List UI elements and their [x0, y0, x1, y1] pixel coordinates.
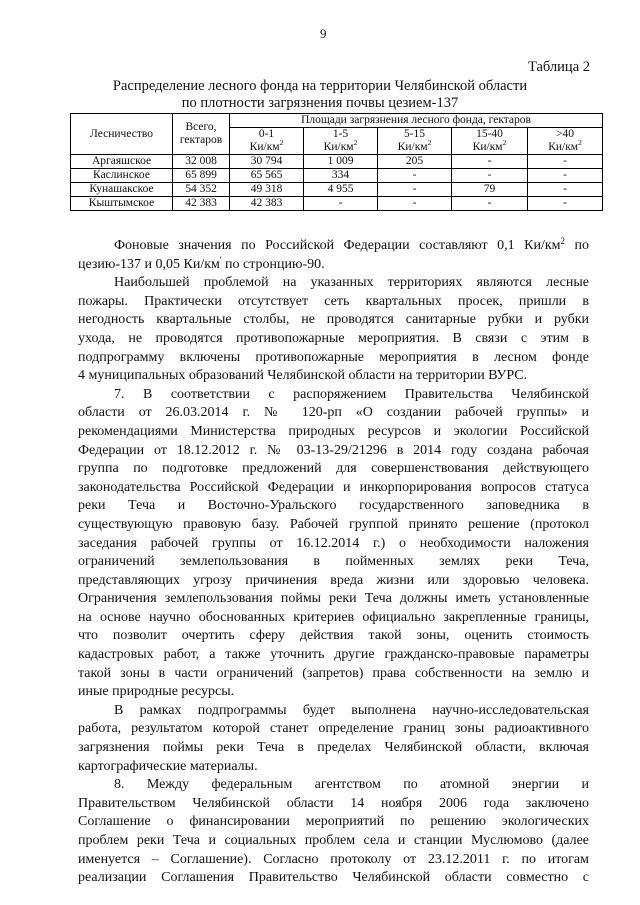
text-line — [78, 758, 589, 777]
col-header-density-3 — [452, 128, 528, 155]
line-text: Наибольшей проблемой на указанных территориях являются лесные — [114, 275, 589, 291]
text-line — [78, 795, 589, 814]
paragraph — [78, 702, 589, 776]
density-unit-sup: 2 — [502, 138, 507, 147]
cell-area: 334 — [304, 169, 378, 183]
cell-area: - — [528, 183, 603, 197]
cell-forestry: Кыштымское — [71, 197, 173, 211]
line-text: Соглашение о финансировании мероприятий по решению экологических — [78, 814, 589, 830]
text-line — [78, 590, 589, 609]
table-label: Таблица 2 — [527, 59, 590, 75]
cell-area: - — [378, 169, 452, 183]
line-text: 4 муниципальных образований Челябинской области на территории ВУРС. — [78, 368, 528, 384]
text-line — [78, 311, 589, 330]
text-line — [78, 739, 589, 758]
line-text: такой зоны в части ограничений (запретов) права собственности на землю и — [78, 665, 589, 681]
text-line — [78, 442, 589, 461]
density-unit: Ки/км — [548, 141, 579, 153]
line-text: представляющих угрозу причинения вреда жизни или здоровью человека. — [78, 572, 589, 588]
text-line — [78, 479, 589, 498]
cell-area: - — [528, 155, 603, 169]
line-text: иные природные ресурсы. — [78, 684, 235, 700]
col-header-forestry: Лесничество — [71, 114, 173, 155]
line-text: заседания рабочей группы от 16.12.2014 г.) о необходимости наложения — [78, 535, 589, 551]
cell-area: 49 318 — [230, 183, 304, 197]
cell-area: 30 794 — [230, 155, 304, 169]
col-header-total — [173, 114, 230, 155]
line-text: на основе научно обоснованных критериев официально закрепленные границы, — [78, 609, 589, 625]
cell-total: 32 008 — [173, 155, 230, 169]
text-line — [78, 516, 589, 535]
text-line — [78, 609, 589, 628]
text-line — [78, 237, 589, 256]
line-text: работа, результатом которой станет определение границ зоны радиоактивного — [78, 721, 589, 737]
text-line — [78, 404, 589, 423]
table-body — [71, 155, 603, 211]
cell-area: 4 955 — [304, 183, 378, 197]
text-line — [78, 386, 589, 405]
text-line — [78, 813, 589, 832]
col-header-group: Площади загрязнения лесного фонда, гектаров — [230, 114, 603, 128]
col-header-total-line-2: гектаров — [179, 134, 223, 146]
cell-area: 65 565 — [230, 169, 304, 183]
line-text: негодность квартальные столбы, не проводятся санитарные рубки и рубки — [78, 312, 589, 328]
density-range: 5-15 — [403, 128, 426, 140]
text-line — [78, 256, 589, 275]
superscript: ' — [219, 254, 222, 265]
line-text: картографические материалы. — [78, 758, 258, 774]
text-line — [78, 869, 589, 888]
density-unit-sup: 2 — [578, 138, 582, 147]
text-line — [78, 776, 589, 795]
line-text: кадастровых работ, а также уточнить другие гражданско-правовые параметры — [78, 647, 589, 663]
line-text: 8. Между федеральным агентством по атомной энергии и — [114, 777, 589, 793]
text-line — [78, 535, 589, 554]
text-line — [78, 293, 589, 312]
density-unit-sup: 2 — [279, 138, 284, 147]
contamination-table — [70, 113, 603, 211]
line-text: проблем реки Теча и социальных проблем села и станции Муслюмово (далее — [78, 833, 589, 848]
cell-total: 54 352 — [173, 183, 230, 197]
text-line — [78, 720, 589, 739]
cell-total: 42 383 — [173, 197, 230, 211]
table-row — [71, 183, 603, 197]
line-text: Правительством Челябинской области 14 ноября 2006 года заключено — [78, 795, 589, 811]
line-text: что позволит очертить сферу действия такой зоны, оценить стоимость — [78, 628, 589, 644]
paragraph — [78, 386, 589, 702]
col-header-density-2 — [378, 128, 452, 155]
density-unit-sup: 2 — [427, 138, 432, 147]
density-unit-sup: 2 — [353, 138, 358, 147]
cell-area: 79 — [452, 183, 528, 197]
paragraph — [78, 274, 589, 386]
text-line — [78, 646, 589, 665]
text-line — [78, 572, 589, 591]
cell-total: 65 899 — [173, 169, 230, 183]
cell-area: 1 009 — [304, 155, 378, 169]
cell-area: - — [528, 169, 603, 183]
line-text: именуется – Соглашение). Согласно протоколу от 23.12.2011 г. по итогам — [78, 851, 589, 867]
text-line — [78, 367, 589, 386]
body-text — [78, 237, 589, 888]
cell-area: - — [378, 197, 452, 211]
line-text: Фоновые значения по Российской Федерации составляют 0,1 Ки/км — [114, 238, 561, 253]
col-header-total-line-1: Всего, — [185, 121, 217, 133]
line-text: существующую правовую базу. Рабочей группой принято решение (протокол — [78, 516, 589, 532]
table-title-line-1: Распределение лесного фонда на территории Челябинской области — [112, 78, 528, 94]
density-range: 15-40 — [476, 128, 503, 140]
cell-forestry: Каслинское — [71, 169, 173, 183]
line-text: Федерации от 18.12.2012 г. № 03-13-29/21296 в 2014 году создана рабочая — [78, 442, 589, 458]
cell-area: - — [528, 197, 603, 211]
text-line — [78, 627, 589, 646]
cell-area: 42 383 — [230, 197, 304, 211]
text-line — [78, 274, 589, 293]
line-text: области от 26.03.2014 г. № 120-рп «О создании рабочей группы» и — [78, 405, 589, 421]
density-unit: Ки/км — [472, 141, 503, 153]
line-text: законодательства Российской Федерации и инкорпорирования вопросов статуса — [78, 479, 589, 495]
text-line — [78, 702, 589, 721]
cell-area: - — [452, 155, 528, 169]
text-line — [78, 683, 589, 702]
line-text: реализации Соглашения Правительство Челябинской области совместно с — [78, 870, 589, 886]
text-line — [78, 497, 589, 516]
superscript: 2 — [560, 236, 566, 246]
density-unit: Ки/км — [397, 141, 428, 153]
cell-area: - — [304, 197, 378, 211]
line-text: загрязнения поймы реки Теча в пределах Челябинской области, включая — [78, 740, 589, 756]
text-line — [78, 665, 589, 684]
line-text: 7. В соответствии с распоряжением Правительства Челябинской — [114, 386, 589, 402]
cell-forestry: Кунашакское — [71, 183, 173, 197]
text-line — [78, 423, 589, 442]
cell-area: - — [452, 197, 528, 211]
density-unit: Ки/км — [249, 141, 280, 153]
col-header-density-1 — [304, 128, 378, 155]
paragraph — [78, 237, 589, 274]
table-row — [71, 169, 603, 183]
text-line — [78, 832, 589, 851]
line-text-after: по — [565, 238, 589, 253]
text-line — [78, 553, 589, 572]
cell-area: - — [452, 169, 528, 183]
density-range: >40 — [556, 128, 575, 140]
table-title-line-2: по плотности загрязнения почвы цезием-137 — [181, 95, 459, 111]
cell-area: - — [378, 183, 452, 197]
line-text: группа по подготовке предложений для совершенствования действующего — [78, 461, 589, 477]
line-text: цезию-137 и 0,05 Ки/км — [78, 256, 220, 272]
line-text-after: по стронцию-90. — [221, 256, 325, 272]
line-text: ограничений землепользования в пойменных землях реки Теча, — [78, 554, 589, 570]
col-header-density-4 — [528, 128, 603, 155]
text-line — [78, 330, 589, 349]
paragraph — [78, 776, 589, 888]
col-header-density-0 — [230, 128, 304, 155]
text-line — [78, 349, 589, 368]
line-text: Ограничения землепользования поймы реки Теча должны иметь установленные — [78, 591, 589, 607]
text-line — [78, 851, 589, 870]
density-unit: Ки/км — [323, 141, 354, 153]
line-text: ухода, не проводятся противопожарные мероприятия. В связи с этим в — [78, 330, 589, 346]
line-text: подпрограмму включены противопожарные мероприятия в лесном фонде — [78, 349, 589, 365]
text-line — [78, 460, 589, 479]
table-row — [71, 197, 603, 211]
line-text: В рамках подпрограммы будет выполнена научно-исследовательская — [114, 702, 589, 718]
density-range: 1-5 — [332, 128, 349, 140]
density-range: 0-1 — [258, 128, 275, 140]
line-text: рекомендациями Министерства природных ресурсов и экологии Российской — [78, 423, 589, 439]
page-number: 9 — [320, 26, 327, 41]
table-row — [71, 155, 603, 169]
cell-forestry: Аргаяшское — [71, 155, 173, 169]
line-text: пожары. Практически отсутствует сеть квартальных просек, пришли в — [78, 293, 589, 309]
line-text: реки Теча и Восточно-Уральского государственного заповедника в — [78, 498, 589, 514]
cell-area: 205 — [378, 155, 452, 169]
